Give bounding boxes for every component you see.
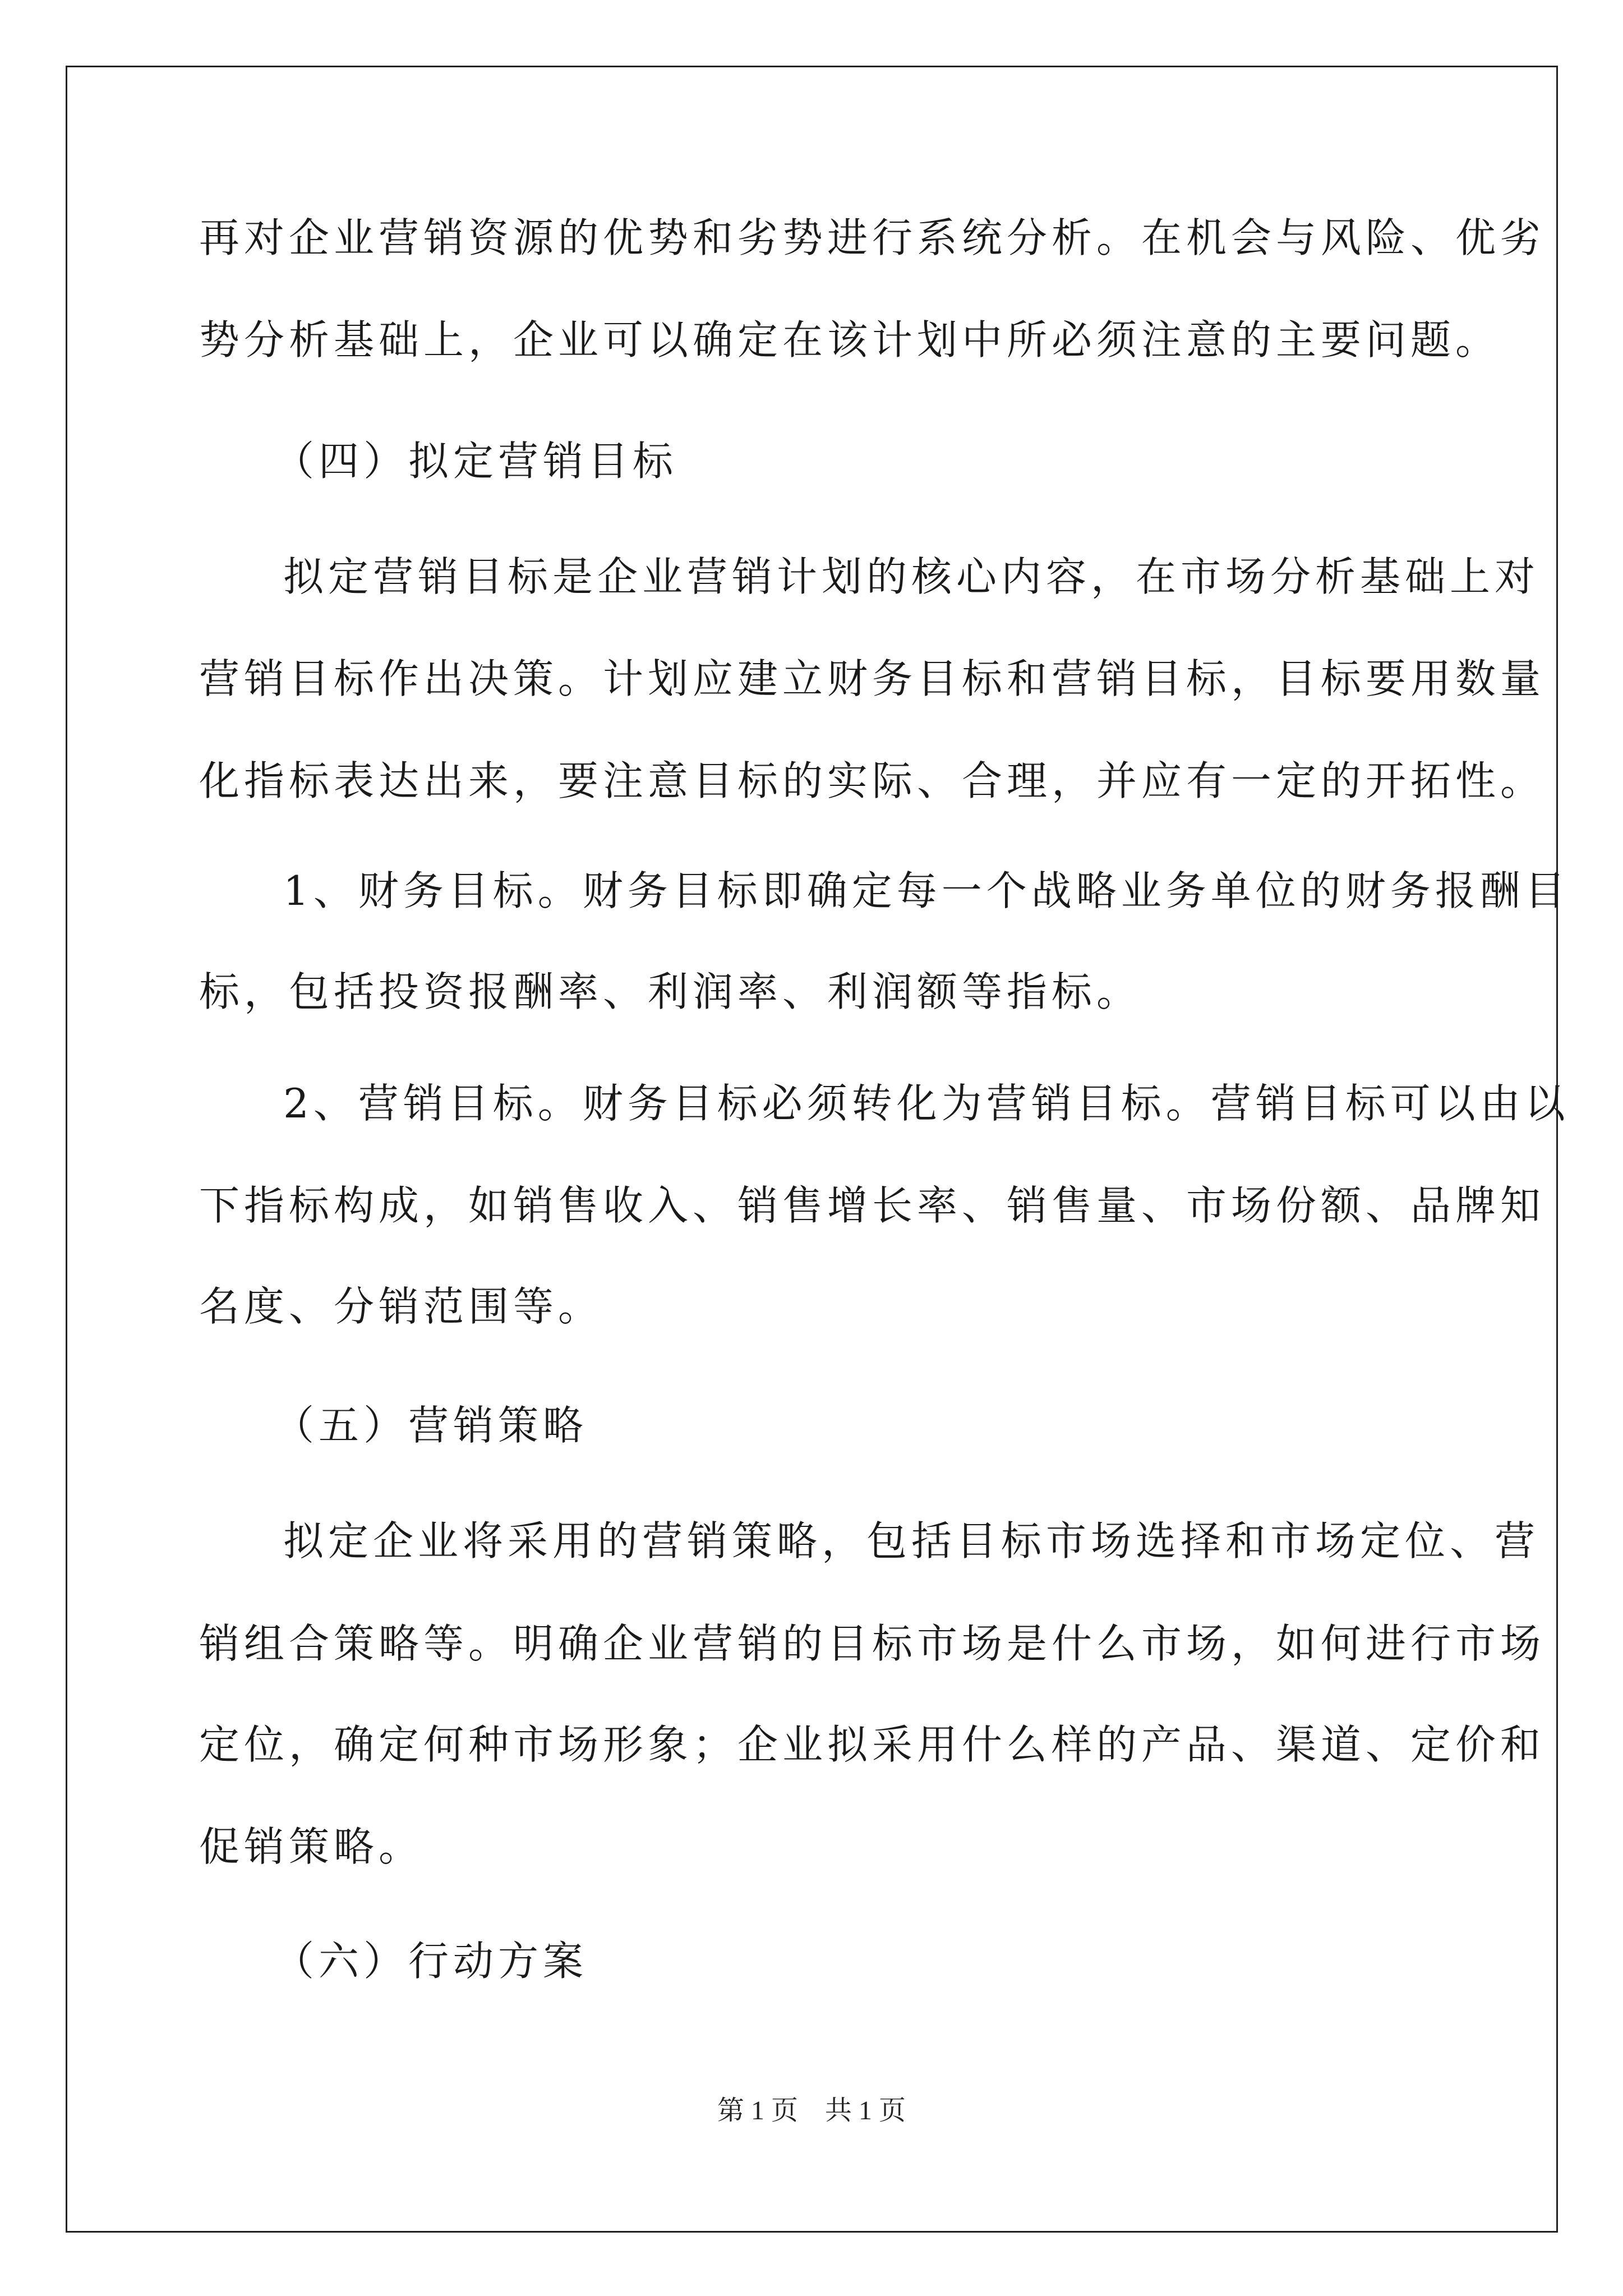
page-number-footer: 第 1 页 共 1 页 <box>717 2096 906 2125</box>
section-heading: （六）行动方案 <box>274 1938 588 1985</box>
section-heading: （五）营销策略 <box>274 1402 588 1449</box>
text-line: 营销目标作出决策。计划应建立财务目标和营销目标，目标要用数量 <box>199 655 1546 702</box>
text-line: 促销策略。 <box>199 1823 424 1870</box>
text-line: 销组合策略等。明确企业营销的目标市场是什么市场，如何进行市场 <box>199 1620 1546 1667</box>
text-line: 标，包括投资报酬率、利润率、利润额等指标。 <box>199 968 1142 1015</box>
text-line: 2、营销目标。财务目标必须转化为营销目标。营销目标可以由以 <box>283 1080 1570 1127</box>
text-line: 拟定企业将采用的营销策略，包括目标市场选择和市场定位、营 <box>283 1517 1540 1565</box>
page-frame <box>66 66 1558 2233</box>
text-line: 势分析基础上，企业可以确定在该计划中所必须注意的主要问题。 <box>199 316 1501 364</box>
text-line: 1、财务目标。财务目标即确定每一个战略业务单位的财务报酬目 <box>283 867 1570 914</box>
text-line: 定位，确定何种市场形象；企业拟采用什么样的产品、渠道、定价和 <box>199 1721 1546 1768</box>
text-line: 拟定营销目标是企业营销计划的核心内容，在市场分析基础上对 <box>283 553 1540 600</box>
text-line: 再对企业营销资源的优势和劣势进行系统分析。在机会与风险、优劣 <box>199 214 1546 261</box>
text-line: 化指标表达出来，要注意目标的实际、合理，并应有一定的开拓性。 <box>199 757 1546 804</box>
section-heading: （四）拟定营销目标 <box>274 438 678 485</box>
text-line: 下指标构成，如销售收入、销售增长率、销售量、市场份额、品牌知 <box>199 1182 1546 1229</box>
text-line: 名度、分销范围等。 <box>199 1283 603 1330</box>
